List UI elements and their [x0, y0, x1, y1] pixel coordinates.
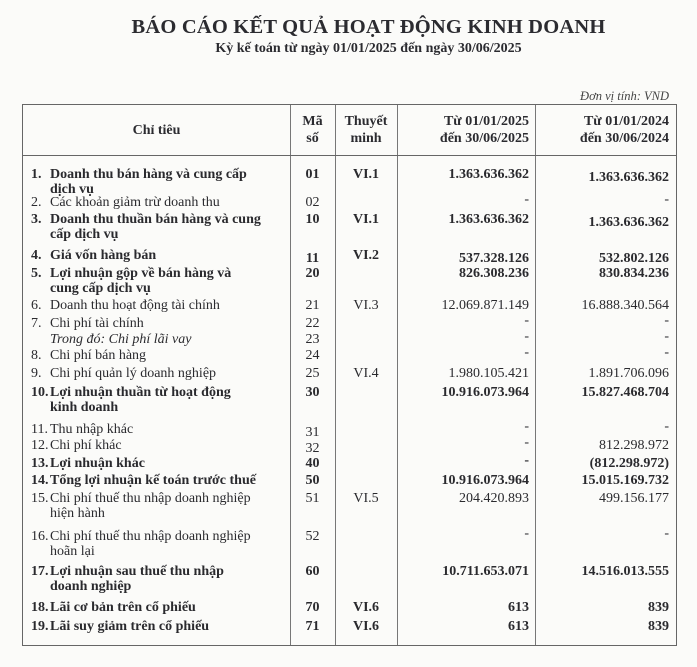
row-label-continuation: hoãn lại [50, 544, 95, 559]
row-code: 02 [305, 195, 320, 210]
row-current-value: 10.916.073.964 [441, 385, 529, 400]
currency-unit: Đơn vị tính: VND [580, 89, 669, 103]
row-label-text: Doanh thu thuần bán hàng và cung [50, 212, 261, 227]
row-label [31, 298, 293, 313]
row-number: 16. [31, 529, 49, 544]
row-prior-value: (812.298.972) [589, 456, 669, 471]
row-code: 30 [305, 385, 320, 400]
row-number: 9. [31, 366, 42, 381]
row-label-text: Các khoản giảm trừ doanh thu [50, 195, 220, 210]
row-code: 52 [305, 529, 320, 544]
row-code: 24 [305, 348, 320, 363]
row-label [31, 366, 293, 381]
header-current-line1: Từ 01/01/2025 [443, 114, 529, 129]
row-label [31, 332, 293, 347]
row-prior-value: 830.834.236 [599, 266, 669, 281]
header-current-period [397, 105, 529, 155]
row-note: VI.1 [352, 212, 380, 227]
row-number: 18. [31, 600, 49, 615]
row-current-value: 537.328.126 [459, 251, 529, 266]
row-current-value: 826.308.236 [459, 266, 529, 281]
row-code: 50 [305, 473, 320, 488]
row-note: VI.6 [352, 619, 380, 634]
row-label [31, 491, 293, 521]
row-prior-value: - [664, 329, 669, 344]
row-current-value: 204.420.893 [459, 491, 529, 506]
row-code: 71 [305, 619, 320, 634]
header-prior-line2: đến 30/06/2024 [579, 131, 669, 146]
row-prior-value: 14.516.013.555 [581, 564, 669, 579]
row-code: 20 [305, 266, 320, 281]
row-prior-value: - [664, 419, 669, 434]
row-label [31, 456, 293, 471]
row-code: 10 [305, 212, 320, 227]
row-code: 60 [305, 564, 320, 579]
row-code: 23 [305, 332, 320, 347]
row-label [31, 167, 293, 197]
row-label [31, 385, 293, 415]
row-current-value: 12.069.871.149 [441, 298, 529, 313]
row-label-text: Lãi cơ bản trên cổ phiếu [50, 600, 196, 615]
row-label-text: Giá vốn hàng bán [50, 248, 157, 263]
row-prior-value: - [664, 526, 669, 541]
row-prior-value: 812.298.972 [599, 438, 669, 453]
row-label-text: Tổng lợi nhuận kế toán trước thuế [50, 473, 256, 488]
row-number: 6. [31, 298, 42, 313]
row-prior-value: 532.802.126 [599, 251, 669, 266]
row-label [31, 195, 293, 210]
row-label-text: Chi phí quản lý doanh nghiệp [50, 366, 217, 381]
row-current-value: - [524, 345, 529, 360]
row-note: VI.3 [353, 298, 379, 313]
header-divider [23, 155, 676, 156]
row-prior-value: 499.156.177 [599, 491, 669, 506]
row-code: 31 [305, 425, 320, 440]
row-current-value: - [524, 192, 529, 207]
row-number: 5. [31, 266, 42, 281]
row-label [31, 348, 293, 363]
row-label [31, 316, 293, 331]
row-current-value: - [524, 453, 529, 468]
income-statement-table [22, 104, 677, 646]
row-number: 17. [31, 564, 49, 579]
row-label-text: Chi phí thuế thu nhập doanh nghiệp [50, 491, 251, 506]
row-label-text: Doanh thu hoạt động tài chính [50, 298, 220, 313]
row-prior-value: 839 [648, 619, 669, 634]
row-prior-value: - [664, 313, 669, 328]
row-current-value: - [524, 329, 529, 344]
row-label [31, 564, 293, 594]
header-item-label: Chỉ tiêu [132, 122, 181, 138]
row-current-value: - [524, 435, 529, 450]
row-current-value: 1.363.636.362 [448, 167, 529, 182]
row-label-continuation: dịch vụ [50, 182, 94, 197]
row-code: 01 [305, 167, 320, 182]
row-label [31, 473, 293, 488]
header-note-line2: minh [350, 131, 382, 146]
row-current-value: - [524, 313, 529, 328]
row-prior-value: 15.015.169.732 [581, 473, 669, 488]
report-title: BÁO CÁO KẾT QUẢ HOẠT ĐỘNG KINH DOANH [131, 16, 606, 38]
row-code: 70 [305, 600, 320, 615]
row-label [31, 212, 293, 242]
row-label-continuation: cấp dịch vụ [50, 227, 119, 242]
row-number: 15. [31, 491, 49, 506]
row-code: 22 [305, 316, 320, 331]
row-number: 7. [31, 316, 42, 331]
row-label [31, 438, 293, 453]
row-label-text: Lợi nhuận sau thuế thu nhập [50, 564, 224, 579]
row-number: 2. [31, 195, 42, 210]
header-note [335, 105, 397, 155]
row-label-text: Chi phí thuế thu nhập doanh nghiệp [50, 529, 251, 544]
row-prior-value: 1.891.706.096 [588, 366, 669, 381]
row-note: VI.1 [352, 167, 380, 182]
row-label-continuation: kinh doanh [50, 400, 119, 415]
row-label-continuation: doanh nghiệp [50, 579, 132, 594]
header-prior-line1: Từ 01/01/2024 [583, 114, 669, 129]
row-current-value: 613 [508, 600, 529, 615]
row-number: 3. [31, 212, 42, 227]
header-note-line1: Thuyết [344, 114, 388, 129]
row-label-text: Trong đó: Chi phí lãi vay [50, 332, 192, 347]
row-label-text: Lợi nhuận thuần từ hoạt động [50, 385, 231, 400]
row-label [31, 248, 293, 263]
row-number: 10. [31, 385, 49, 400]
row-code: 40 [305, 456, 320, 471]
row-label-continuation: hiện hành [50, 506, 105, 521]
row-current-value: 613 [508, 619, 529, 634]
row-code: 25 [305, 366, 320, 381]
header-current-line2: đến 30/06/2025 [439, 131, 529, 146]
row-label-text: Chi phí bán hàng [50, 348, 147, 363]
row-label-text: Lợi nhuận gộp về bán hàng và [50, 266, 232, 281]
row-number: 13. [31, 456, 49, 471]
row-prior-value: 15.827.468.704 [581, 385, 669, 400]
header-item [23, 105, 290, 155]
row-label [31, 529, 293, 559]
row-prior-value: 839 [648, 600, 669, 615]
header-code-line1: Mã [302, 114, 323, 129]
row-label [31, 619, 293, 634]
row-label-text: Thu nhập khác [50, 422, 134, 437]
row-number: 12. [31, 438, 49, 453]
row-prior-value: 1.363.636.362 [588, 215, 669, 230]
row-label-text: Chi phí khác [50, 438, 122, 453]
row-number: 1. [31, 167, 42, 182]
row-prior-value: - [664, 192, 669, 207]
row-label-text: Lợi nhuận khác [50, 456, 145, 471]
row-current-value: 1.363.636.362 [448, 212, 529, 227]
row-prior-value: 16.888.340.564 [581, 298, 669, 313]
row-number: 11. [31, 422, 48, 437]
row-current-value: 10.711.653.071 [442, 564, 529, 579]
row-code: 11 [305, 251, 320, 266]
header-code [290, 105, 335, 155]
row-code: 32 [305, 441, 320, 456]
row-code: 21 [305, 298, 320, 313]
row-current-value: - [524, 526, 529, 541]
row-current-value: - [524, 419, 529, 434]
row-number: 14. [31, 473, 49, 488]
header-prior-period [535, 105, 669, 155]
row-prior-value: 1.363.636.362 [588, 170, 669, 185]
header-code-line2: số [306, 131, 319, 146]
row-label [31, 266, 293, 296]
row-number: 8. [31, 348, 42, 363]
row-label-continuation: cung cấp dịch vụ [50, 281, 151, 296]
report-period: Kỳ kế toán từ ngày 01/01/2025 đến ngày 30/06/2025 [215, 41, 522, 56]
row-note: VI.5 [353, 491, 379, 506]
row-note: VI.6 [352, 600, 380, 615]
row-prior-value: - [664, 345, 669, 360]
row-note: VI.4 [353, 366, 379, 381]
row-label-text: Chi phí tài chính [50, 316, 144, 331]
row-current-value: 10.916.073.964 [441, 473, 529, 488]
row-label-text: Doanh thu bán hàng và cung cấp [50, 167, 247, 182]
row-label [31, 600, 293, 615]
row-current-value: 1.980.105.421 [448, 366, 529, 381]
row-number: 4. [31, 248, 42, 263]
row-label-text: Lãi suy giảm trên cổ phiếu [50, 619, 210, 634]
row-label [31, 422, 293, 437]
row-number: 19. [31, 619, 49, 634]
row-code: 51 [305, 491, 320, 506]
row-note: VI.2 [352, 248, 380, 263]
